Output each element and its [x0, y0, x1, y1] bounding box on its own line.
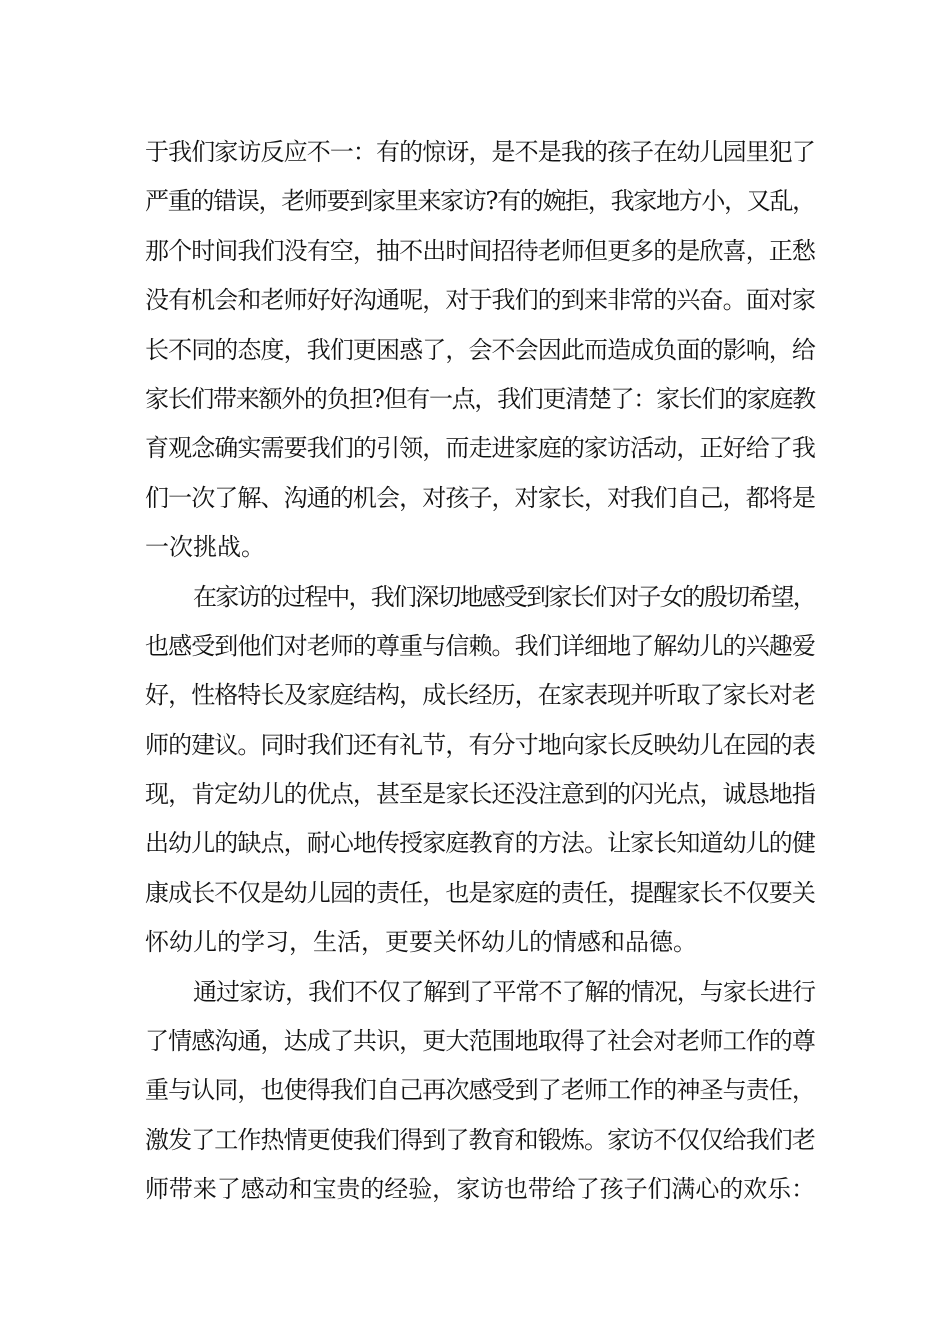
text-line: 没有机会和老师好好沟通呢，对于我们的到来非常的兴奋。面对家	[145, 286, 815, 315]
text-line: 也感受到他们对老师的尊重与信赖。我们详细地了解幼儿的兴趣爱	[145, 631, 815, 660]
text-line: 怀幼儿的学习，生活，更要关怀幼儿的情感和品德。	[145, 928, 697, 957]
text-line: 了情感沟通，达成了共识，更大范围地取得了社会对老师工作的尊	[145, 1027, 815, 1056]
text-line: 出幼儿的缺点，耐心地传授家庭教育的方法。让家长知道幼儿的健	[145, 829, 815, 858]
paragraph-first-line: 在家访的过程中，我们深切地感受到家长们对子女的殷切希望，	[193, 582, 815, 611]
text-line: 育观念确实需要我们的引领，而走进家庭的家访活动，正好给了我	[145, 434, 815, 463]
text-line: 长不同的态度，我们更困惑了，会不会因此而造成负面的影响，给	[145, 335, 815, 364]
text-line: 师带来了感动和宝贵的经验，家访也带给了孩子们满心的欢乐：	[145, 1175, 815, 1204]
text-line: 们一次了解、沟通的机会，对孩子，对家长，对我们自己，都将是	[145, 483, 815, 512]
text-line: 一次挑战。	[145, 533, 265, 562]
text-line: 激发了工作热情更使我们得到了教育和锻炼。家访不仅仅给我们老	[145, 1125, 815, 1154]
text-line: 重与认同，也使得我们自己再次感受到了老师工作的神圣与责任，	[145, 1076, 815, 1105]
text-line: 于我们家访反应不一：有的惊讶，是不是我的孩子在幼儿园里犯了	[145, 138, 815, 166]
text-line: 严重的错误，老师要到家里来家访?有的婉拒，我家地方小，又乱，	[145, 187, 815, 216]
body-text	[145, 128, 815, 1215]
text-line: 现，肯定幼儿的优点，甚至是家长还没注意到的闪光点，诚恳地指	[145, 780, 815, 809]
text-line: 师的建议。同时我们还有礼节，有分寸地向家长反映幼儿在园的表	[145, 730, 815, 759]
text-line: 好，性格特长及家庭结构，成长经历，在家表现并听取了家长对老	[145, 681, 815, 710]
paragraph-first-line: 通过家访，我们不仅了解到了平常不了解的情况，与家长进行	[193, 977, 815, 1006]
text-line: 家长们带来额外的负担?但有一点，我们更清楚了：家长们的家庭教	[145, 384, 815, 413]
text-line: 那个时间我们没有空，抽不出时间招待老师但更多的是欣喜，正愁	[145, 236, 815, 265]
text-line: 康成长不仅是幼儿园的责任，也是家庭的责任，提醒家长不仅要关	[145, 878, 815, 907]
